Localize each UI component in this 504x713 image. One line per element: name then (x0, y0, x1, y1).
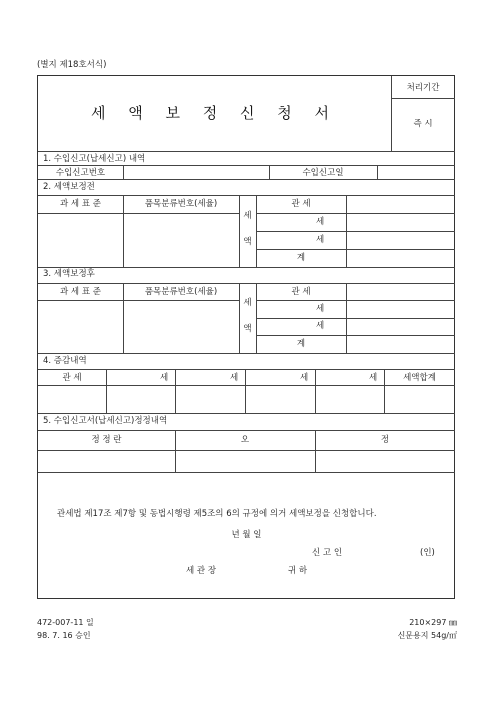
s2-row-tax-b: 세 (316, 235, 325, 245)
declaration-date-label: 수입신고일 (302, 168, 344, 178)
divider (38, 353, 455, 354)
s2-tax-b-amount-field[interactable] (347, 232, 455, 249)
s3-hs-code-header: 품목분류번호(세율) (144, 287, 218, 297)
divider (38, 179, 455, 180)
section4-heading: 4. 증감내역 (43, 356, 87, 366)
s4-col-tax-1: 세 (160, 373, 169, 383)
s2-hs-code-header: 품목분류번호(세율) (144, 199, 218, 209)
s4-tax-2-field[interactable] (176, 386, 245, 413)
s3-row-tax-a: 세 (316, 304, 325, 314)
s4-total-field[interactable] (385, 386, 455, 413)
s2-tax-a-amount-field[interactable] (347, 214, 455, 231)
divider (38, 151, 455, 152)
divider (38, 472, 455, 473)
s2-tax-label-bottom: 액 (243, 237, 252, 247)
seal-mark: (인) (420, 548, 435, 558)
s3-row-total: 계 (296, 339, 306, 349)
s5-correction-field[interactable] (39, 451, 175, 472)
s3-row-customs: 관 세 (291, 287, 311, 297)
applicant-label: 신 고 인 (312, 548, 343, 558)
s3-tax-a-amount-field[interactable] (347, 301, 455, 318)
s3-row-tax-b: 세 (316, 321, 325, 331)
approval-date: 98. 7. 16 승인 (37, 631, 91, 640)
date-line: 년 월 일 (231, 530, 262, 540)
s4-col-tax-2: 세 (230, 373, 239, 383)
section1-heading: 1. 수입신고(납세신고) 내역 (43, 154, 146, 164)
s2-row-total: 계 (296, 253, 306, 263)
s5-wrong-field[interactable] (176, 451, 315, 472)
processing-divider (391, 98, 455, 99)
s4-col-total: 세액합계 (403, 373, 436, 383)
form-code: 472-007-11 일 (37, 618, 94, 627)
divider (38, 369, 455, 370)
s2-hs-code-field[interactable] (124, 214, 239, 266)
s5-col-correction: 정 정 란 (91, 435, 122, 445)
s3-tax-basis-header: 과 세 표 준 (60, 287, 101, 297)
declaration-date-field[interactable] (378, 166, 455, 179)
declaration-number-field[interactable] (124, 166, 269, 179)
s5-col-wrong: 오 (240, 435, 250, 445)
s3-customs-amount-field[interactable] (347, 284, 455, 300)
s2-total-amount-field[interactable] (347, 250, 455, 266)
s2-tax-basis-field[interactable] (39, 214, 123, 266)
s5-col-correct: 정 (380, 435, 390, 445)
s2-tax-basis-header: 과 세 표 준 (60, 199, 101, 209)
s3-tax-b-amount-field[interactable] (347, 319, 455, 335)
s2-tax-label-top: 세 (243, 211, 252, 221)
form-title: 세 액 보 정 신 청 서 (90, 104, 339, 122)
s4-col-customs: 관 세 (62, 373, 82, 383)
declaration-number-label: 수입신고번호 (55, 168, 106, 178)
s4-tax-3-field[interactable] (246, 386, 315, 413)
form-number: (별지 제18호서식) (37, 60, 107, 70)
s4-tax-4-field[interactable] (316, 386, 384, 413)
honorific: 귀 하 (288, 566, 308, 576)
divider (239, 195, 240, 267)
divider (38, 267, 455, 268)
s2-row-tax-a: 세 (316, 217, 325, 227)
s4-tax-1-field[interactable] (107, 386, 175, 413)
divider (38, 413, 455, 414)
processing-period-label: 처리기간 (406, 83, 440, 93)
s2-row-customs: 관 세 (291, 199, 311, 209)
s3-hs-code-field[interactable] (124, 301, 239, 352)
s3-tax-label-top: 세 (243, 298, 252, 308)
application-form (37, 75, 455, 599)
section3-heading: 3. 세액보정후 (43, 269, 95, 279)
s2-customs-amount-field[interactable] (347, 196, 455, 213)
s3-tax-basis-field[interactable] (39, 301, 123, 352)
s5-correct-field[interactable] (316, 451, 455, 472)
addressee: 세 관 장 (186, 566, 217, 576)
applicant-name-field[interactable] (352, 546, 416, 560)
s4-customs-field[interactable] (39, 386, 106, 413)
divider (239, 283, 240, 353)
paper-weight: 신문용지 54g/㎡ (397, 631, 457, 640)
legal-statement: 관세법 제17조 제7항 및 동법시행령 제5조의 6의 규정에 의거 세액보정을 신청합니다. (57, 509, 377, 519)
section2-heading: 2. 세액보정전 (43, 182, 95, 192)
s3-tax-label-bottom: 액 (243, 324, 252, 334)
paper-size: 210×297 ㎜ (409, 618, 457, 627)
processing-period-value: 즉 시 (413, 119, 433, 129)
divider (38, 430, 455, 431)
s3-total-amount-field[interactable] (347, 336, 455, 352)
section5-heading: 5. 수입신고서(납세신고)정정내역 (43, 416, 168, 426)
s4-col-tax-3: 세 (300, 373, 309, 383)
s4-col-tax-4: 세 (369, 373, 378, 383)
